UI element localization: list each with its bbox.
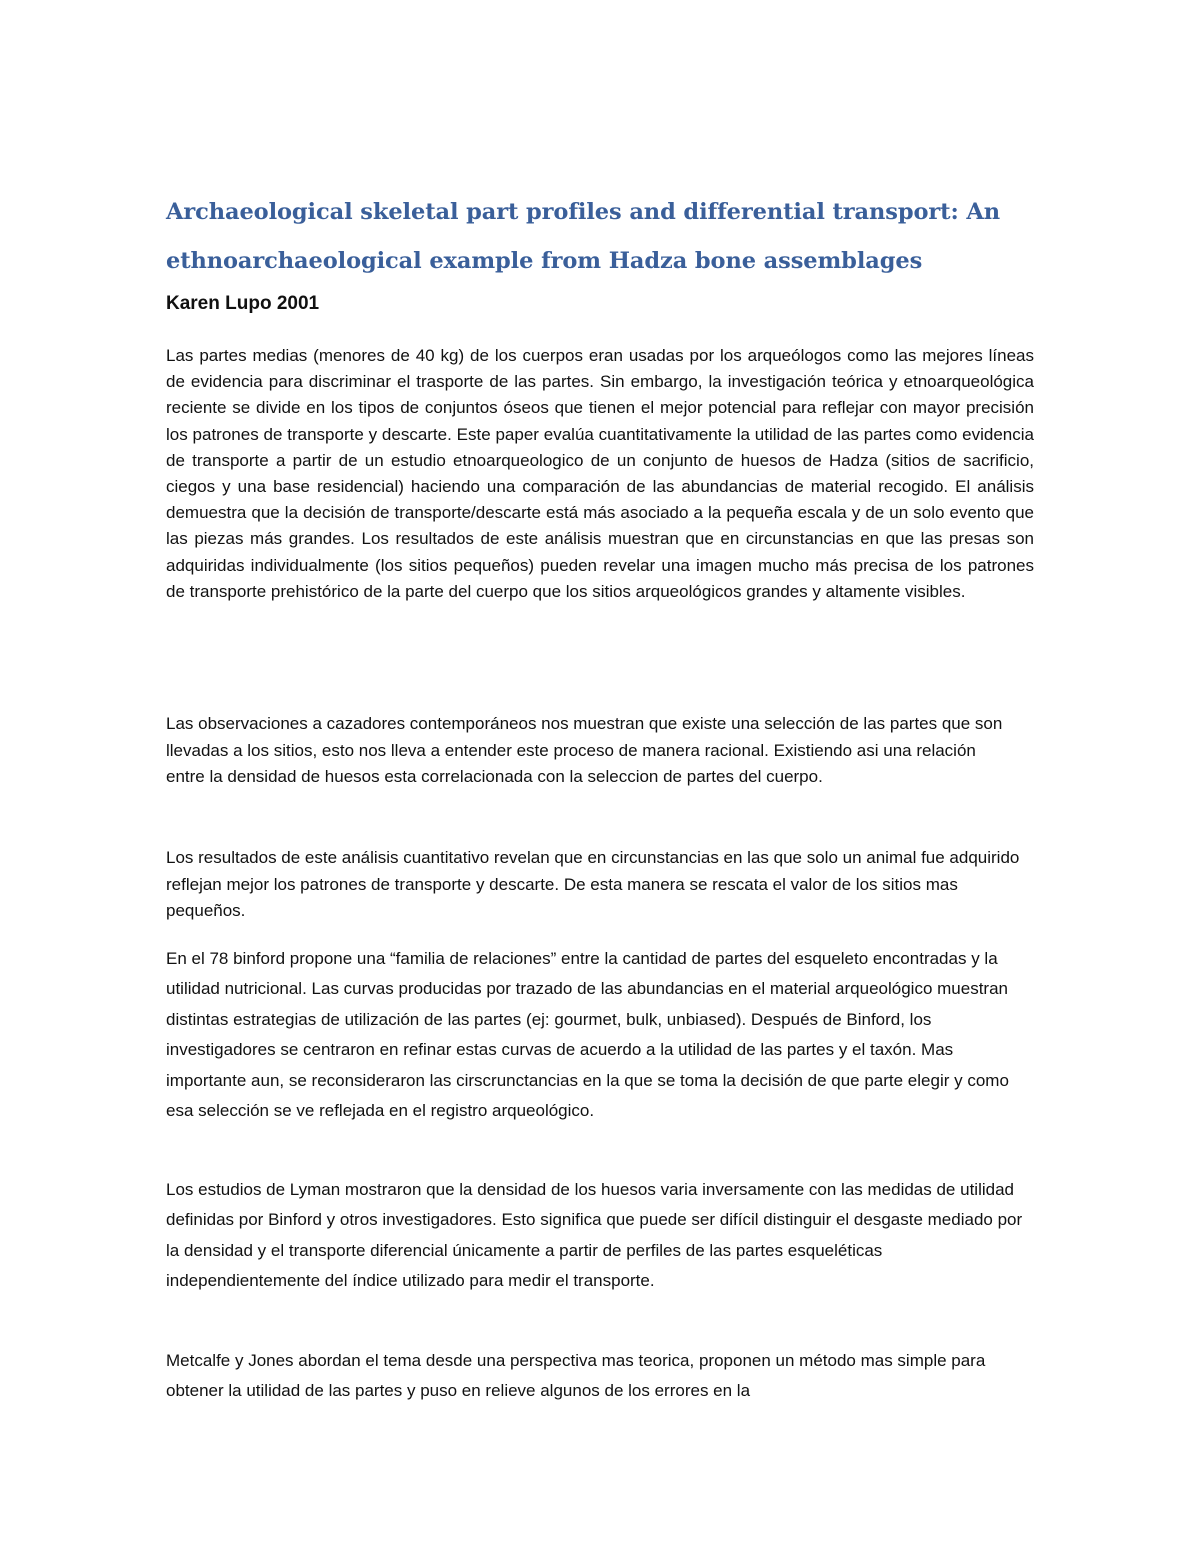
- body-paragraph-lyman: Los estudios de Lyman mostraron que la densidad de los huesos varia inversamente con las medidas de utilidad definidas por Binford y otros investigadores. Esto significa que puede ser difícil distinguir el desgaste mediado por la densidad y el transporte diferencial únicamente a partir de perfiles de las partes esqueléticas independientemente del índice utilizado para medir el transporte.: [166, 1180, 1023, 1291]
- abstract-paragraph: Las partes medias (menores de 40 kg) de los cuerpos eran usadas por los arqueólogos como las mejores líneas de evidencia para discriminar el trasporte de las partes. Sin embargo, la investigación teórica y etnoarqueológica reciente se divide en los tipos de conjuntos óseos que tienen el mejor potencial para reflejar con mayor precisión los patrones de transporte y descarte. Este paper evalúa cuantitativamente la utilidad de las partes como evidencia de transporte a partir de un estudio etnoarqueologico de un conjunto de huesos de Hadza (sitios de sacrificio, ciegos y una base residencial) haciendo una comparación de las abundancias de material recogido. El análisis demuestra que la decisión de transporte/descarte está más asociado a la pequeña escala y de un solo evento que las piezas más grandes. Los resultados de este análisis muestran que en circunstancias en que las presas son adquiridas individualmente (los sitios pequeños) pueden revelar una imagen mucho más precisa de los patrones de transporte prehistórico de la parte del cuerpo que los sitios arqueológicos grandes y altamente visibles.: [166, 346, 1034, 601]
- author-line: Karen Lupo 2001: [166, 293, 320, 314]
- body-paragraph-results: Los resultados de este análisis cuantitativo revelan que en circunstancias en las que solo un animal fue adquirido reflejan mejor los patrones de transporte y descarte. De esta manera se rescata el valor de los sitios mas pequeños.: [166, 848, 1020, 920]
- body-paragraph-metcalfe-jones: Metcalfe y Jones abordan el tema desde una perspectiva mas teorica, proponen un método mas simple para obtener la utilidad de las partes y puso en relieve algunos de los errores en la: [166, 1351, 986, 1401]
- body-paragraph-binford: En el 78 binford propone una “familia de relaciones” entre la cantidad de partes del esqueleto encontradas y la utilidad nutricional. Las curvas producidas por trazado de las abundancias en el material arqueológico muestran distintas estrategias de utilización de las partes (ej: gourmet, bulk, unbiased). Después de Binford, los investigadores se centraron en refinar estas curvas de acuerdo a la utilidad de las partes y el taxón. Mas importante aun, se reconsideraron las cirscrunctancias en la que se toma la decisión de que parte elegir y como esa selección se ve reflejada en el registro arqueológico.: [166, 949, 1009, 1121]
- document-title: Archaeological skeletal part profiles and differential transport: An ethnoarchaeological example from Hadza bone assemblages: [166, 199, 1001, 274]
- body-paragraph-observations: Las observaciones a cazadores contemporáneos nos muestran que existe una selección de las partes que son llevadas a los sitios, esto nos lleva a entender este proceso de manera racional. Existiendo asi una relación entre la densidad de huesos esta correlacionada con la seleccion de partes del cuerpo.: [166, 714, 1003, 786]
